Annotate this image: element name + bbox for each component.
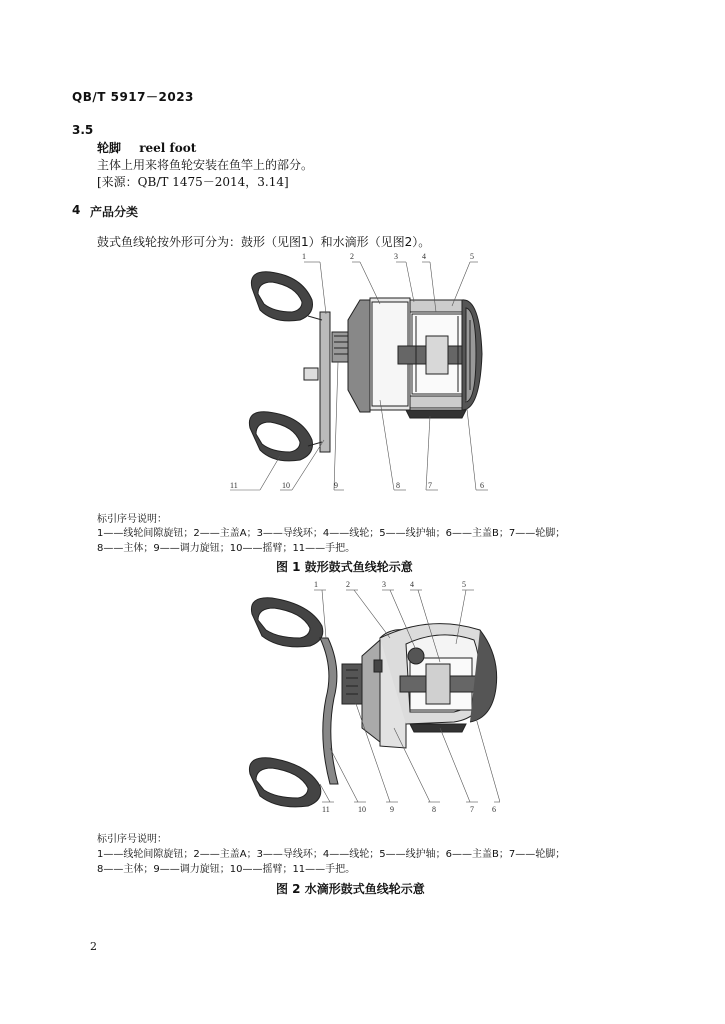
fig2-callout-10: 10 [358,805,366,814]
fig1-callout-11: 11 [230,481,238,490]
page-number: 2 [90,940,97,953]
term-english: reel foot [139,141,197,155]
fig2-callout-6: 6 [492,805,496,814]
fig2-callout-11: 11 [322,805,330,814]
fig2-callout-3: 3 [382,580,386,589]
classification-paragraph: 鼓式鱼线轮按外形可分为：鼓形（见图1）和水滴形（见图2）。 [97,235,431,249]
figure1-reel-drawing [230,250,500,500]
fig1-callout-7: 7 [428,481,432,490]
fig2-legend-line1: 1——线轮间隙旋钮；2——主盖A；3——导线环；4——线轮；5——线护轴；6——主盖B；7——轮脚； [97,849,566,860]
term-definition: 主体上用来将鱼轮安装在鱼竿上的部分。 [97,158,314,172]
term-source: [来源：QB/T 1475－2014，3.14] [97,175,289,189]
fig1-reel-foot [406,410,466,418]
fig1-callout-9: 9 [334,481,338,490]
fig2-reel-foot [410,724,466,732]
fig1-callout-1: 1 [302,252,306,261]
fig2-callout-5: 5 [462,580,466,589]
fig1-callout-4: 4 [422,252,426,261]
fig1-callout-10: 10 [282,481,290,490]
standard-number: QB/T 5917－2023 [72,90,194,104]
fig1-handle-arm [320,312,330,452]
fig2-caption: 图 2 水滴形鼓式鱼线轮示意 [276,882,425,896]
fig2-handle-arm [320,638,338,784]
fig1-callout-5: 5 [470,252,474,261]
fig2-line-guide [408,648,424,664]
fig1-callout-2: 2 [350,252,354,261]
fig1-legend-title: 标引序号说明： [97,514,167,525]
chapter-number: 4 [72,203,81,217]
fig2-callout-7: 7 [470,805,474,814]
fig2-callout-9: 9 [390,805,394,814]
term-heading [97,139,196,156]
fig2-callout-8: 8 [432,805,436,814]
fig1-callout-8: 8 [396,481,400,490]
fig2-callout-1: 1 [314,580,318,589]
fig1-legend-line1: 1——线轮间隙旋钮；2——主盖A；3——导线环；4——线轮；5——线护轴；6——主盖B；7——轮脚； [97,528,566,539]
term-chinese: 轮脚 [97,141,122,155]
fig2-callout-2: 2 [346,580,350,589]
figure2-reel-drawing [230,578,500,818]
fig1-callout-3: 3 [394,252,398,261]
fig2-legend-title: 标引序号说明： [97,834,167,845]
fig1-legend-line2: 8——主体；9——调力旋钮；10——摇臂；11——手把。 [97,543,356,554]
chapter-title: 产品分类 [90,205,139,219]
fig2-callout-4: 4 [410,580,414,589]
fig2-legend-line2: 8——主体；9——调力旋钮；10——摇臂；11——手把。 [97,864,356,875]
fig1-callout-6: 6 [480,481,484,490]
fig1-caption: 图 1 鼓形鼓式鱼线轮示意 [276,560,413,574]
section-number: 3.5 [72,123,94,137]
